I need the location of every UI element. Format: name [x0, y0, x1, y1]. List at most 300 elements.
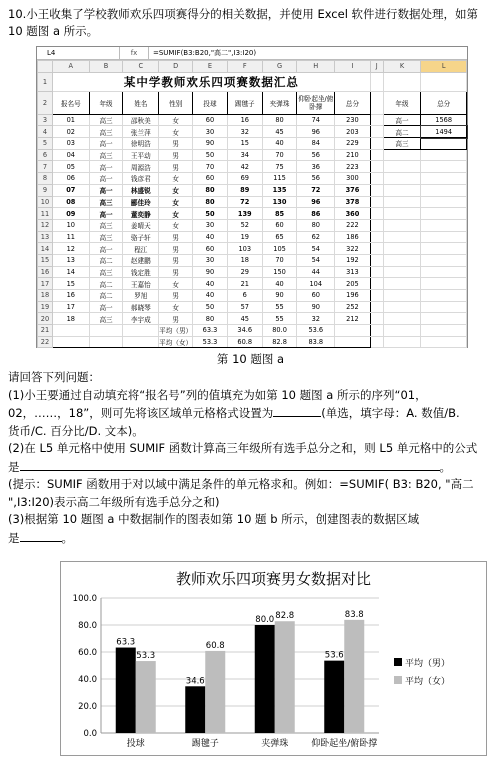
table-cell[interactable]: 84 [297, 138, 335, 150]
table-cell[interactable]: 90 [193, 266, 228, 278]
cell-J13[interactable] [370, 231, 383, 243]
table-cell[interactable]: 女 [159, 278, 193, 290]
cell-L21[interactable] [421, 325, 467, 337]
table-cell[interactable]: 210 [335, 149, 371, 161]
table-cell[interactable]: 骆子轩 [123, 231, 159, 243]
table-cell[interactable]: 女 [159, 173, 193, 185]
table-cell[interactable]: 50 [193, 301, 228, 313]
row-header-6[interactable]: 6 [38, 149, 53, 161]
table-cell[interactable]: 90 [297, 301, 335, 313]
table-cell[interactable]: 80 [193, 313, 228, 325]
table-cell[interactable]: 高三 [89, 219, 123, 231]
table-header-cell[interactable]: 年级 [89, 91, 123, 114]
cell-K22[interactable] [383, 336, 421, 348]
table-cell[interactable]: 135 [262, 184, 297, 196]
cell-L7[interactable] [421, 161, 467, 173]
table-cell[interactable]: 105 [262, 243, 297, 255]
cell-J19[interactable] [370, 301, 383, 313]
cell-L14[interactable] [421, 243, 467, 255]
cell-L18[interactable] [421, 290, 467, 302]
table-cell[interactable]: 男 [159, 231, 193, 243]
cell-L15[interactable] [421, 254, 467, 266]
table-cell[interactable]: 02 [52, 126, 89, 138]
cell-K6[interactable] [383, 149, 421, 161]
table-cell[interactable]: 高一 [89, 161, 123, 173]
cell-J18[interactable] [370, 290, 383, 302]
table-cell[interactable]: 高三 [89, 114, 123, 126]
avg-value-cell[interactable]: 80.0 [262, 325, 297, 337]
table-cell[interactable]: 40 [262, 278, 297, 290]
cell-K9[interactable] [383, 184, 421, 196]
table-cell[interactable]: 高三 [89, 196, 123, 208]
table-cell[interactable]: 09 [52, 208, 89, 220]
table-cell[interactable]: 21 [227, 278, 262, 290]
table-cell[interactable]: 56 [297, 149, 335, 161]
row-header-12[interactable]: 12 [38, 219, 53, 231]
table-cell[interactable]: 70 [262, 254, 297, 266]
table-cell[interactable]: 男 [159, 313, 193, 325]
table-cell[interactable]: 252 [335, 301, 371, 313]
table-cell[interactable]: 高三 [89, 149, 123, 161]
table-cell[interactable]: 李宇成 [123, 313, 159, 325]
q2-answer-blank[interactable] [20, 458, 440, 471]
cell-K17[interactable] [383, 278, 421, 290]
table-cell[interactable]: 郦佳玲 [123, 196, 159, 208]
cell-L8[interactable] [421, 173, 467, 185]
table-cell[interactable]: 55 [262, 301, 297, 313]
table-cell[interactable]: 程江 [123, 243, 159, 255]
cell-K13[interactable] [383, 231, 421, 243]
avg-label-cell[interactable]: 平均（男） [159, 325, 193, 337]
cell-K1[interactable] [383, 72, 421, 91]
table-cell[interactable]: 56 [297, 173, 335, 185]
row-header-17[interactable]: 17 [38, 278, 53, 290]
table-header-cell[interactable]: 报名号 [52, 91, 89, 114]
table-header-cell[interactable]: 仰卧起坐/俯卧撑 [297, 91, 335, 114]
column-header-F[interactable]: F [227, 61, 262, 73]
table-cell[interactable]: 205 [335, 278, 371, 290]
row-header-8[interactable]: 8 [38, 173, 53, 185]
row-header-14[interactable]: 14 [38, 243, 53, 255]
table-cell[interactable]: 钱定胜 [123, 266, 159, 278]
table-cell[interactable]: 04 [52, 149, 89, 161]
cell-J21[interactable] [370, 325, 383, 337]
table-cell[interactable]: 10 [52, 219, 89, 231]
table-cell[interactable]: 姜晴天 [123, 219, 159, 231]
table-cell[interactable]: 60 [297, 290, 335, 302]
table-cell[interactable]: 62 [297, 231, 335, 243]
table-cell[interactable] [89, 336, 123, 348]
table-cell[interactable]: 130 [262, 196, 297, 208]
table-cell[interactable]: 女 [159, 301, 193, 313]
table-cell[interactable]: 03 [52, 138, 89, 150]
summary-total-cell[interactable]: 1494 [421, 126, 467, 138]
table-cell[interactable]: 44 [297, 266, 335, 278]
cell-K7[interactable] [383, 161, 421, 173]
row-header-9[interactable]: 9 [38, 184, 53, 196]
cell-J11[interactable] [370, 208, 383, 220]
sheet-title[interactable]: 某中学教师欢乐四项赛数据汇总 [52, 72, 370, 91]
table-cell[interactable]: 40 [193, 290, 228, 302]
cell-L9[interactable] [421, 184, 467, 196]
row-header-16[interactable]: 16 [38, 266, 53, 278]
table-cell[interactable]: 王平动 [123, 149, 159, 161]
cell-L22[interactable] [421, 336, 467, 348]
table-cell[interactable]: 72 [297, 184, 335, 196]
table-cell[interactable]: 女 [159, 196, 193, 208]
table-cell[interactable]: 360 [335, 208, 371, 220]
table-cell[interactable]: 60 [193, 114, 228, 126]
cell-J5[interactable] [370, 138, 383, 150]
cell-K16[interactable] [383, 266, 421, 278]
table-cell[interactable]: 赵建鹏 [123, 254, 159, 266]
table-cell[interactable]: 115 [262, 173, 297, 185]
table-cell[interactable]: 男 [159, 290, 193, 302]
table-cell[interactable]: 80 [262, 114, 297, 126]
table-cell[interactable]: 高二 [89, 254, 123, 266]
table-cell[interactable]: 郝晓琴 [123, 301, 159, 313]
table-cell[interactable]: 17 [52, 301, 89, 313]
avg-value-cell[interactable]: 34.6 [227, 325, 262, 337]
cell-J6[interactable] [370, 149, 383, 161]
table-cell[interactable]: 罗旭 [123, 290, 159, 302]
table-cell[interactable]: 40 [262, 138, 297, 150]
avg-value-cell[interactable]: 83.8 [297, 336, 335, 348]
table-cell[interactable]: 32 [297, 313, 335, 325]
column-header-G[interactable]: G [262, 61, 297, 73]
table-cell[interactable]: 32 [227, 126, 262, 138]
table-cell[interactable]: 50 [193, 208, 228, 220]
cell-J4[interactable] [370, 126, 383, 138]
summary-grade-cell[interactable]: 高三 [383, 138, 421, 150]
table-cell[interactable]: 30 [193, 254, 228, 266]
table-cell[interactable]: 女 [159, 208, 193, 220]
row-header-18[interactable]: 18 [38, 290, 53, 302]
cell-J1[interactable] [370, 72, 383, 91]
table-cell[interactable]: 周源浩 [123, 161, 159, 173]
table-cell[interactable]: 高二 [89, 278, 123, 290]
table-cell[interactable]: 15 [227, 138, 262, 150]
table-cell[interactable]: 16 [52, 290, 89, 302]
table-cell[interactable]: 90 [262, 290, 297, 302]
table-cell[interactable]: 高三 [89, 126, 123, 138]
table-cell[interactable]: 徐明浩 [123, 138, 159, 150]
table-cell[interactable]: 139 [227, 208, 262, 220]
name-box[interactable]: L4 [37, 47, 120, 59]
cell-J22[interactable] [370, 336, 383, 348]
table-cell[interactable]: 223 [335, 161, 371, 173]
cell-K15[interactable] [383, 254, 421, 266]
row-header-19[interactable]: 19 [38, 301, 53, 313]
table-cell[interactable]: 222 [335, 219, 371, 231]
row-header-20[interactable]: 20 [38, 313, 53, 325]
table-cell[interactable]: 邵秋美 [123, 114, 159, 126]
table-cell[interactable]: 60 [262, 219, 297, 231]
cell-L13[interactable] [421, 231, 467, 243]
summary-grade-cell[interactable]: 高一 [383, 114, 421, 126]
column-header-I[interactable]: I [335, 61, 371, 73]
table-cell[interactable]: 16 [227, 114, 262, 126]
table-cell[interactable]: 高一 [89, 173, 123, 185]
q3-answer-blank[interactable] [20, 529, 62, 542]
table-cell[interactable]: 65 [262, 231, 297, 243]
avg-value-cell[interactable]: 53.3 [193, 336, 228, 348]
avg-value-cell[interactable]: 82.8 [262, 336, 297, 348]
table-cell[interactable]: 18 [227, 254, 262, 266]
summary-header-grade[interactable]: 年级 [383, 91, 421, 114]
table-cell[interactable]: 322 [335, 243, 371, 255]
table-cell[interactable]: 07 [52, 184, 89, 196]
table-cell[interactable]: 50 [193, 149, 228, 161]
cell-L11[interactable] [421, 208, 467, 220]
table-cell[interactable] [52, 325, 89, 337]
table-cell[interactable]: 40 [193, 278, 228, 290]
table-cell[interactable]: 300 [335, 173, 371, 185]
table-cell[interactable]: 313 [335, 266, 371, 278]
table-cell[interactable]: 36 [297, 161, 335, 173]
table-cell[interactable]: 30 [193, 126, 228, 138]
table-cell[interactable]: 男 [159, 149, 193, 161]
cell-L6[interactable] [421, 149, 467, 161]
table-cell[interactable]: 72 [227, 196, 262, 208]
table-cell[interactable]: 11 [52, 231, 89, 243]
table-cell[interactable]: 80 [193, 196, 228, 208]
cell-J12[interactable] [370, 219, 383, 231]
column-header-E[interactable]: E [193, 61, 228, 73]
table-cell[interactable]: 钱彦君 [123, 173, 159, 185]
cell-K21[interactable] [383, 325, 421, 337]
table-cell[interactable]: 54 [297, 243, 335, 255]
column-header-D[interactable]: D [159, 61, 193, 73]
cell-J3[interactable] [370, 114, 383, 126]
table-cell[interactable]: 55 [262, 313, 297, 325]
cell-K14[interactable] [383, 243, 421, 255]
table-header-cell[interactable]: 投球 [193, 91, 228, 114]
table-cell[interactable]: 230 [335, 114, 371, 126]
select-all-corner[interactable] [38, 61, 53, 73]
table-cell[interactable]: 96 [297, 126, 335, 138]
cell-J20[interactable] [370, 313, 383, 325]
summary-total-cell[interactable] [421, 138, 467, 150]
table-cell[interactable]: 60 [193, 243, 228, 255]
table-cell[interactable]: 高二 [89, 290, 123, 302]
table-cell[interactable]: 高三 [89, 313, 123, 325]
table-cell[interactable]: 张兰萍 [123, 126, 159, 138]
summary-header-total[interactable]: 总分 [421, 91, 467, 114]
table-cell[interactable]: 男 [159, 161, 193, 173]
table-cell[interactable]: 45 [227, 313, 262, 325]
table-cell[interactable] [335, 336, 371, 348]
table-cell[interactable]: 85 [262, 208, 297, 220]
column-header-H[interactable]: H [297, 61, 335, 73]
cell-K10[interactable] [383, 196, 421, 208]
table-header-cell[interactable]: 踢毽子 [227, 91, 262, 114]
table-cell[interactable]: 15 [52, 278, 89, 290]
cell-L16[interactable] [421, 266, 467, 278]
table-cell[interactable]: 69 [227, 173, 262, 185]
cell-J7[interactable] [370, 161, 383, 173]
column-header-C[interactable]: C [123, 61, 159, 73]
summary-total-cell[interactable]: 1568 [421, 114, 467, 126]
table-cell[interactable]: 高一 [89, 138, 123, 150]
table-cell[interactable]: 70 [193, 161, 228, 173]
table-cell[interactable]: 30 [193, 219, 228, 231]
table-cell[interactable]: 女 [159, 184, 193, 196]
table-cell[interactable]: 女 [159, 126, 193, 138]
table-cell[interactable]: 6 [227, 290, 262, 302]
table-cell[interactable]: 104 [297, 278, 335, 290]
table-cell[interactable]: 12 [52, 243, 89, 255]
table-cell[interactable]: 18 [52, 313, 89, 325]
table-cell[interactable]: 女 [159, 114, 193, 126]
table-cell[interactable]: 高一 [89, 301, 123, 313]
cell-K20[interactable] [383, 313, 421, 325]
table-cell[interactable]: 05 [52, 161, 89, 173]
table-cell[interactable]: 林盛锐 [123, 184, 159, 196]
cell-J2[interactable] [370, 91, 383, 114]
cell-L1[interactable] [421, 72, 467, 91]
table-cell[interactable]: 150 [262, 266, 297, 278]
table-cell[interactable]: 高一 [89, 184, 123, 196]
table-cell[interactable]: 86 [297, 208, 335, 220]
table-cell[interactable]: 103 [227, 243, 262, 255]
table-cell[interactable]: 196 [335, 290, 371, 302]
table-cell[interactable]: 192 [335, 254, 371, 266]
row-header-21[interactable]: 21 [38, 325, 53, 337]
table-cell[interactable]: 52 [227, 219, 262, 231]
row-header-22[interactable]: 22 [38, 336, 53, 348]
formula-text[interactable]: =SUMIF(B3:B20,"高二",I3:I20) [153, 49, 257, 57]
q1-answer-blank[interactable] [273, 404, 321, 417]
cell-J14[interactable] [370, 243, 383, 255]
row-header-7[interactable]: 7 [38, 161, 53, 173]
cell-J9[interactable] [370, 184, 383, 196]
table-cell[interactable]: 高三 [89, 231, 123, 243]
table-cell[interactable]: 90 [193, 138, 228, 150]
table-cell[interactable]: 57 [227, 301, 262, 313]
table-cell[interactable]: 80 [193, 184, 228, 196]
row-header-1[interactable]: 1 [38, 72, 53, 91]
cell-K8[interactable] [383, 173, 421, 185]
table-cell[interactable]: 229 [335, 138, 371, 150]
avg-label-cell[interactable]: 平均（女） [159, 336, 193, 348]
table-cell[interactable]: 70 [262, 149, 297, 161]
table-cell[interactable]: 14 [52, 266, 89, 278]
table-header-cell[interactable]: 性别 [159, 91, 193, 114]
cell-K12[interactable] [383, 219, 421, 231]
cell-J16[interactable] [370, 266, 383, 278]
table-cell[interactable]: 19 [227, 231, 262, 243]
table-cell[interactable] [89, 325, 123, 337]
cell-J10[interactable] [370, 196, 383, 208]
row-header-10[interactable]: 10 [38, 196, 53, 208]
table-cell[interactable]: 29 [227, 266, 262, 278]
table-cell[interactable]: 42 [227, 161, 262, 173]
column-header-L[interactable]: L [421, 61, 467, 73]
avg-value-cell[interactable]: 60.8 [227, 336, 262, 348]
row-header-2[interactable]: 2 [38, 91, 53, 114]
column-header-J[interactable]: J [370, 61, 383, 73]
cell-L20[interactable] [421, 313, 467, 325]
y-tick-label: 0.0 [83, 729, 97, 739]
cell-J8[interactable] [370, 173, 383, 185]
summary-grade-cell[interactable]: 高二 [383, 126, 421, 138]
column-header-K[interactable]: K [383, 61, 421, 73]
table-cell[interactable]: 男 [159, 138, 193, 150]
table-header-cell[interactable]: 夹弹珠 [262, 91, 297, 114]
spreadsheet [36, 46, 468, 348]
table-cell[interactable]: 06 [52, 173, 89, 185]
row-header-15[interactable]: 15 [38, 254, 53, 266]
table-cell[interactable] [335, 325, 371, 337]
table-cell[interactable]: 男 [159, 254, 193, 266]
cell-K18[interactable] [383, 290, 421, 302]
table-header-cell[interactable]: 姓名 [123, 91, 159, 114]
table-cell[interactable]: 89 [227, 184, 262, 196]
cell-J15[interactable] [370, 254, 383, 266]
table-cell[interactable]: 王嘉怡 [123, 278, 159, 290]
avg-value-cell[interactable]: 63.3 [193, 325, 228, 337]
row-header-13[interactable]: 13 [38, 231, 53, 243]
column-header-B[interactable]: B [89, 61, 123, 73]
table-cell[interactable]: 董奕静 [123, 208, 159, 220]
table-cell[interactable]: 40 [193, 231, 228, 243]
cell-L19[interactable] [421, 301, 467, 313]
cell-L17[interactable] [421, 278, 467, 290]
table-cell[interactable]: 34 [227, 149, 262, 161]
table-cell[interactable]: 01 [52, 114, 89, 126]
table-cell[interactable]: 男 [159, 243, 193, 255]
table-cell[interactable]: 高三 [89, 266, 123, 278]
cell-J17[interactable] [370, 278, 383, 290]
table-cell[interactable]: 女 [159, 219, 193, 231]
row-header-3[interactable]: 3 [38, 114, 53, 126]
table-cell[interactable]: 45 [262, 126, 297, 138]
column-header-A[interactable]: A [52, 61, 89, 73]
table-cell[interactable]: 186 [335, 231, 371, 243]
table-cell[interactable]: 13 [52, 254, 89, 266]
table-cell[interactable]: 08 [52, 196, 89, 208]
table-cell[interactable]: 60 [193, 173, 228, 185]
table-cell[interactable]: 212 [335, 313, 371, 325]
cell-L10[interactable] [421, 196, 467, 208]
q3-line2 [8, 529, 496, 548]
table-cell[interactable]: 54 [297, 254, 335, 266]
cell-K11[interactable] [383, 208, 421, 220]
table-cell[interactable]: 203 [335, 126, 371, 138]
table-cell[interactable]: 96 [297, 196, 335, 208]
table-header-cell[interactable]: 总分 [335, 91, 371, 114]
row-header-11[interactable]: 11 [38, 208, 53, 220]
table-cell[interactable] [52, 336, 89, 348]
cell-K19[interactable] [383, 301, 421, 313]
table-cell[interactable]: 高一 [89, 243, 123, 255]
sheet-grid [37, 60, 467, 348]
table-cell[interactable] [123, 325, 159, 337]
table-cell[interactable]: 75 [262, 161, 297, 173]
table-cell[interactable]: 74 [297, 114, 335, 126]
table-cell[interactable]: 378 [335, 196, 371, 208]
table-cell[interactable]: 男 [159, 266, 193, 278]
cell-L12[interactable] [421, 219, 467, 231]
row-header-5[interactable]: 5 [38, 138, 53, 150]
table-cell[interactable]: 80 [297, 219, 335, 231]
avg-value-cell[interactable]: 53.6 [297, 325, 335, 337]
table-cell[interactable]: 376 [335, 184, 371, 196]
table-cell[interactable] [123, 336, 159, 348]
table-cell[interactable]: 高一 [89, 208, 123, 220]
row-header-4[interactable]: 4 [38, 126, 53, 138]
